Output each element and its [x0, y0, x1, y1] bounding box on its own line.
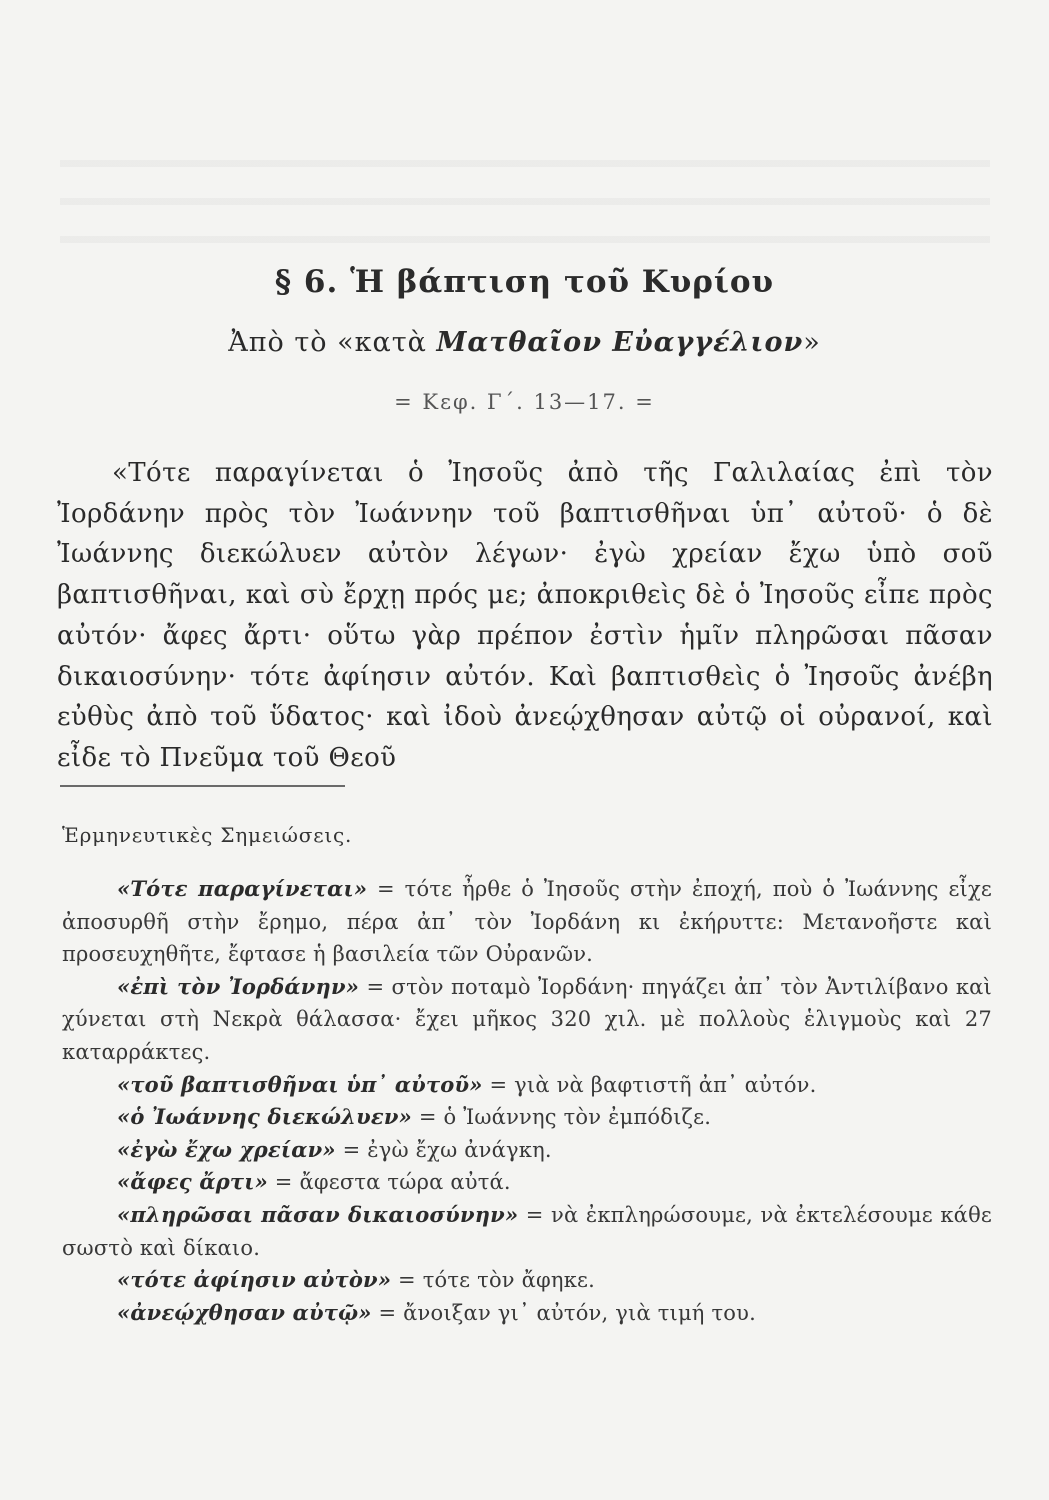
note-term: «πληρῶσαι πᾶσαν δικαιοσύνην»: [117, 1201, 519, 1227]
note-definition: = γιὰ νὰ βαφτιστῆ ἀπ᾽ αὐτόν.: [482, 1072, 817, 1097]
source-line: [0, 327, 1049, 358]
note-term: «ἐγὼ ἔχω χρείαν»: [117, 1136, 336, 1162]
note-term: «τοῦ βαπτισθῆναι ὑπ᾽ αὐτοῦ»: [117, 1071, 483, 1097]
note-item: [62, 1134, 992, 1167]
note-definition: = ἄνοιξαν γι᾽ αὐτόν, γιὰ τιμή του.: [371, 1300, 756, 1325]
note-definition: = ἐγὼ ἔχω ἀνάγκη.: [335, 1137, 552, 1162]
note-definition: = ἄφεστα τώρα αὐτά.: [267, 1170, 511, 1195]
notes-title: Ἑρμηνευτικὲς Σημειώσεις.: [62, 823, 353, 847]
scripture-passage: [57, 453, 993, 779]
note-definition: = ὁ Ἰωάννης τὸν ἐμπόδιζε.: [411, 1105, 712, 1130]
note-item: [62, 971, 992, 1069]
chapter-reference: = Κεφ. Γ΄. 13—17. =: [394, 390, 655, 414]
note-definition: = τότε ἦρθε ὁ Ἰησοῦς στὴν ἐποχή, ποὺ ὁ Ἰωάννης εἶχε ἀποσυρθῆ στὴν ἔρημο, πέρα ἀπ᾽ τὸν Ἰορδάνη κι ἐκήρυττε: Μετανοῆστε καὶ προσευχηθῆτε, ἔφτασε ἡ βασιλεία τῶν Οὐρανῶν.: [62, 877, 992, 967]
source-suffix: »: [803, 327, 821, 358]
note-definition: = στὸν ποταμὸ Ἰορδάνη· πηγάζει ἀπ᾽ τὸν Ἀντιλίβανο καὶ χύνεται στὴ Νεκρὰ θάλασσα· ἔχει μῆκος 320 χιλ. μὲ πολλοὺς ἑλιγμοὺς καὶ 27 καταρράκτες.: [62, 974, 992, 1064]
note-term: «Τότε παραγίνεται»: [117, 876, 368, 901]
note-definition: = νὰ ἐκπληρώσουμε, νὰ ἐκτελέσουμε κάθε σωστὸ καὶ δίκαιο.: [62, 1202, 992, 1260]
note-item: [62, 873, 992, 971]
note-item: [62, 1166, 992, 1199]
section-heading: § 6. Ἡ βάπτιση τοῦ Κυρίου: [274, 264, 775, 300]
note-item: [62, 1264, 992, 1297]
note-item: [62, 1101, 992, 1134]
note-item: [62, 1297, 992, 1330]
note-term: «ὁ Ἰωάννης διεκώλυεν»: [117, 1104, 412, 1130]
bleed-through-text: [60, 140, 990, 255]
note-definition: = τότε τὸν ἄφηκε.: [391, 1268, 595, 1293]
passage-paragraph: «Τότε παραγίνεται ὁ Ἰησοῦς ἀπὸ τῆς Γαλιλαίας ἐπὶ τὸν Ἰορδάνην πρὸς τὸν Ἰωάννην τοῦ βαπτισθῆναι ὑπ᾽ αὐτοῦ· ὁ δὲ Ἰωάννης διεκώλυεν αὐτὸν λέγων· ἐγὼ χρείαν ἔχω ὑπὸ σοῦ βαπτισθῆναι, καὶ σὺ ἔρχῃ πρός με; ἀποκριθεὶς δὲ ὁ Ἰησοῦς εἶπε πρὸς αὐτόν· ἄφες ἄρτι· οὕτω γὰρ πρέπον ἐστὶν ἡμῖν πληρῶσαι πᾶσαν δικαιοσύνην· τότε ἀφίησιν αὐτόν. Καὶ βαπτισθεὶς ὁ Ἰησοῦς ἀνέβη εὐθὺς ἀπὸ τοῦ ὕδατος· καὶ ἰδοὺ ἀνεῴχθησαν αὐτῷ οἱ οὐρανοί, καὶ εἶδε τὸ Πνεῦμα τοῦ Θεοῦ: [57, 458, 993, 773]
note-item: [62, 1069, 992, 1102]
notes-list: [62, 873, 992, 1329]
note-term: «ἀνεῴχθησαν αὐτῷ»: [117, 1299, 372, 1325]
source-prefix: Ἀπὸ τὸ «κατὰ: [228, 327, 437, 358]
note-term: «ἐπὶ τὸν Ἰορδάνην»: [117, 973, 360, 999]
note-item: [62, 1199, 992, 1264]
note-term: «ἄφες ἄρτι»: [117, 1169, 268, 1195]
source-gospel-title: Ματθαῖον Εὐαγγέλιον: [436, 327, 804, 358]
footnote-divider: [60, 785, 345, 787]
note-term: «τότε ἀφίησιν αὐτὸν»: [117, 1267, 392, 1293]
